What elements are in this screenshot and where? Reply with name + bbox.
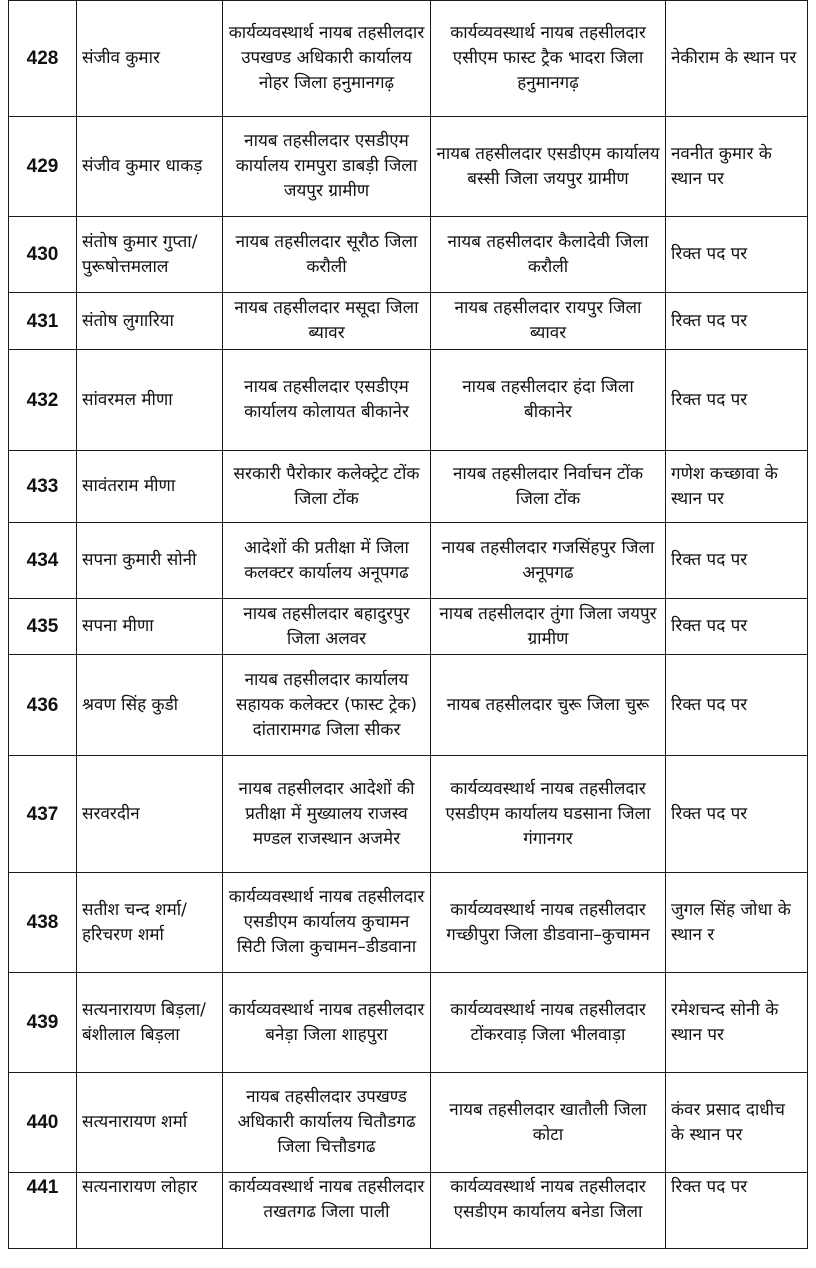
officer-name-cell: सांवरमल मीणा <box>77 350 223 451</box>
table-row <box>9 1173 808 1249</box>
remark-cell: गणेश कच्छावा के स्थान पर <box>666 451 808 523</box>
officer-name-cell: सावंतराम मीणा <box>77 451 223 523</box>
new-posting-cell: नायब तहसीलदार निर्वाचन टोंक जिला टोंक <box>431 451 666 523</box>
serial-number-cell: 436 <box>9 655 77 756</box>
table-row <box>9 350 808 451</box>
new-posting-cell: नायब तहसीलदार खातौली जिला कोटा <box>431 1073 666 1173</box>
remark-cell: रिक्त पद पर <box>666 293 808 350</box>
serial-number-cell: 438 <box>9 873 77 973</box>
table-row <box>9 973 808 1073</box>
current-posting-cell: कार्यव्यवस्थार्थ नायब तहसीलदार तखतगढ जिला पाली <box>223 1173 431 1249</box>
officer-name-cell: श्रवण सिंह कुडी <box>77 655 223 756</box>
table-row <box>9 1073 808 1173</box>
current-posting-cell: नायब तहसीलदार एसडीएम कार्यालय कोलायत बीकानेर <box>223 350 431 451</box>
officer-name-cell: सत्यनारायण शर्मा <box>77 1073 223 1173</box>
serial-number-cell: 440 <box>9 1073 77 1173</box>
remark-cell: रमेशचन्द सोनी के स्थान पर <box>666 973 808 1073</box>
new-posting-cell: नायब तहसीलदार हंदा जिला बीकानेर <box>431 350 666 451</box>
table-row <box>9 873 808 973</box>
officer-name-cell: सत्यनारायण लोहार <box>77 1173 223 1249</box>
current-posting-cell: नायब तहसीलदार कार्यालय सहायक कलेक्टर (फास्ट ट्रेक) दांतारामगढ जिला सीकर <box>223 655 431 756</box>
officer-name-cell: सतीश चन्द शर्मा/हरिचरण शर्मा <box>77 873 223 973</box>
serial-number-cell: 429 <box>9 117 77 217</box>
serial-number-cell: 430 <box>9 217 77 293</box>
serial-number-cell: 431 <box>9 293 77 350</box>
table-row <box>9 293 808 350</box>
transfer-table-body <box>9 1 808 1249</box>
serial-number-cell: 441 <box>9 1173 77 1249</box>
remark-cell: नवनीत कुमार के स्थान पर <box>666 117 808 217</box>
officer-name-cell: संतोष कुमार गुप्ता/ पुरूषोत्तमलाल <box>77 217 223 293</box>
remark-cell: नेकीराम के स्थान पर <box>666 1 808 117</box>
current-posting-cell: कार्यव्यवस्थार्थ नायब तहसीलदार एसडीएम कार्यालय कुचामन सिटी जिला कुचामन–डीडवाना <box>223 873 431 973</box>
current-posting-cell: नायब तहसीलदार आदेशों की प्रतीक्षा में मुख्यालय राजस्व मण्डल राजस्थान अजमेर <box>223 756 431 873</box>
table-row <box>9 117 808 217</box>
current-posting-cell: कार्यव्यवस्थार्थ नायब तहसीलदार बनेड़ा जिला शाहपुरा <box>223 973 431 1073</box>
remark-cell: रिक्त पद पर <box>666 756 808 873</box>
table-row <box>9 599 808 655</box>
remark-cell: कंवर प्रसाद दाधीच के स्थान पर <box>666 1073 808 1173</box>
new-posting-cell: नायब तहसीलदार रायपुर जिला ब्यावर <box>431 293 666 350</box>
current-posting-cell: नायब तहसीलदार बहादुरपुर जिला अलवर <box>223 599 431 655</box>
new-posting-cell: कार्यव्यवस्थार्थ नायब तहसीलदार एसडीएम कार्यालय घडसाना जिला गंगानगर <box>431 756 666 873</box>
serial-number-cell: 435 <box>9 599 77 655</box>
new-posting-cell: नायब तहसीलदार चुरू जिला चुरू <box>431 655 666 756</box>
current-posting-cell: सरकारी पैरोकार कलेक्ट्रेट टोंक जिला टोंक <box>223 451 431 523</box>
remark-cell: रिक्त पद पर <box>666 1173 808 1249</box>
new-posting-cell: कार्यव्यवस्थार्थ नायब तहसीलदार एसीएम फास्ट ट्रैक भादरा जिला हनुमानगढ़ <box>431 1 666 117</box>
remark-cell: रिक्त पद पर <box>666 599 808 655</box>
officer-name-cell: संजीव कुमार धाकड़ <box>77 117 223 217</box>
current-posting-cell: कार्यव्यवस्थार्थ नायब तहसीलदार उपखण्ड अधिकारी कार्यालय नोहर जिला हनुमानगढ़ <box>223 1 431 117</box>
new-posting-cell: कार्यव्यवस्थार्थ नायब तहसीलदार गच्छीपुरा जिला डीडवाना–कुचामन <box>431 873 666 973</box>
officer-name-cell: संजीव कुमार <box>77 1 223 117</box>
remark-cell: रिक्त पद पर <box>666 350 808 451</box>
serial-number-cell: 439 <box>9 973 77 1073</box>
officer-name-cell: सत्यनारायण बिड़ला/बंशीलाल बिड़ला <box>77 973 223 1073</box>
table-row <box>9 217 808 293</box>
officer-name-cell: सपना कुमारी सोनी <box>77 523 223 599</box>
transfer-table <box>8 0 808 1249</box>
new-posting-cell: नायब तहसीलदार गजसिंहपुर जिला अनूपगढ <box>431 523 666 599</box>
serial-number-cell: 433 <box>9 451 77 523</box>
new-posting-cell: कार्यव्यवस्थार्थ नायब तहसीलदार टोंकरवाड़ जिला भीलवाड़ा <box>431 973 666 1073</box>
serial-number-cell: 432 <box>9 350 77 451</box>
officer-name-cell: सरवरदीन <box>77 756 223 873</box>
table-row <box>9 1 808 117</box>
current-posting-cell: आदेशों की प्रतीक्षा में जिला कलक्टर कार्यालय अनूपगढ <box>223 523 431 599</box>
current-posting-cell: नायब तहसीलदार सूरौठ जिला करौली <box>223 217 431 293</box>
serial-number-cell: 437 <box>9 756 77 873</box>
remark-cell: रिक्त पद पर <box>666 217 808 293</box>
remark-cell: जुगल सिंह जोधा के स्थान र <box>666 873 808 973</box>
current-posting-cell: नायब तहसीलदार मसूदा जिला ब्यावर <box>223 293 431 350</box>
officer-name-cell: संतोष लुगारिया <box>77 293 223 350</box>
new-posting-cell: नायब तहसीलदार तुंगा जिला जयपुर ग्रामीण <box>431 599 666 655</box>
table-row <box>9 523 808 599</box>
new-posting-cell: कार्यव्यवस्थार्थ नायब तहसीलदार एसडीएम कार्यालय बनेडा जिला <box>431 1173 666 1249</box>
table-row <box>9 451 808 523</box>
current-posting-cell: नायब तहसीलदार उपखण्ड अधिकारी कार्यालय चितौडगढ जिला चित्तौडगढ <box>223 1073 431 1173</box>
new-posting-cell: नायब तहसीलदार कैलादेवी जिला करौली <box>431 217 666 293</box>
current-posting-cell: नायब तहसीलदार एसडीएम कार्यालय रामपुरा डाबड़ी जिला जयपुर ग्रामीण <box>223 117 431 217</box>
table-row <box>9 756 808 873</box>
new-posting-cell: नायब तहसीलदार एसडीएम कार्यालय बस्सी जिला जयपुर ग्रामीण <box>431 117 666 217</box>
serial-number-cell: 434 <box>9 523 77 599</box>
table-row <box>9 655 808 756</box>
remark-cell: रिक्त पद पर <box>666 523 808 599</box>
remark-cell: रिक्त पद पर <box>666 655 808 756</box>
officer-name-cell: सपना मीणा <box>77 599 223 655</box>
serial-number-cell: 428 <box>9 1 77 117</box>
